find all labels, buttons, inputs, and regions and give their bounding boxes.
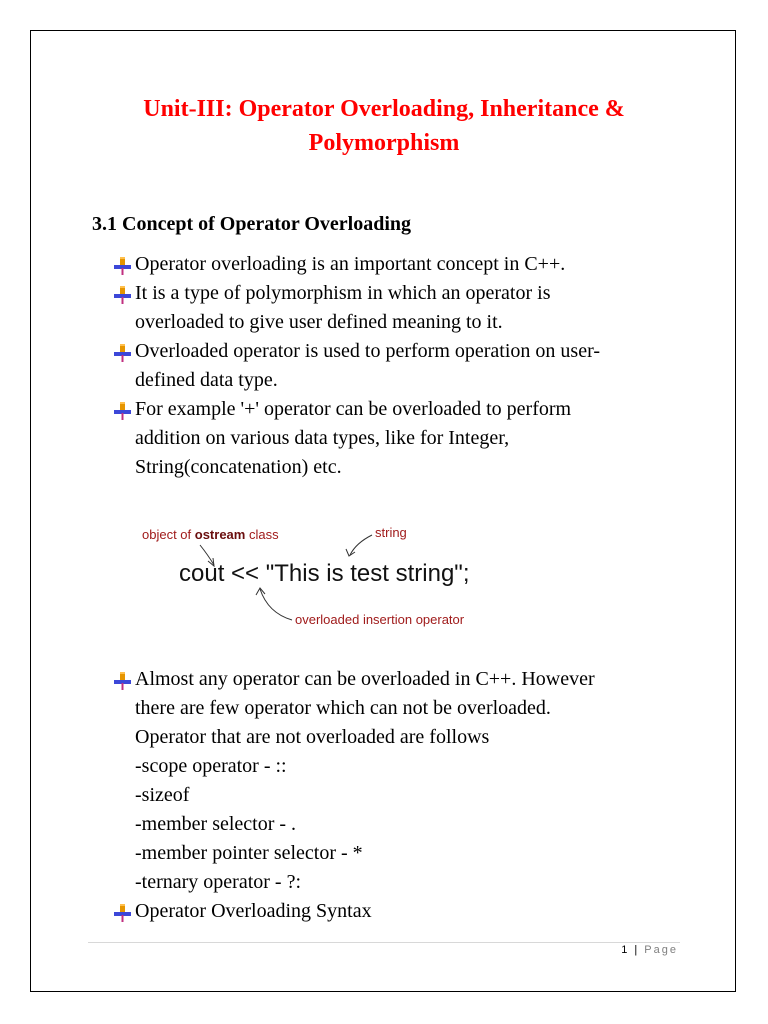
page-word: Page bbox=[644, 944, 678, 956]
pushpin-bullet-icon bbox=[113, 342, 132, 361]
footer-rule bbox=[88, 942, 680, 943]
bullet-line: Operator Overloading Syntax bbox=[135, 900, 372, 922]
bullet-line: Almost any operator can be overloaded in C++. However bbox=[135, 668, 595, 690]
diagram-code: cout << "This is test string"; bbox=[179, 560, 470, 587]
bullet-line: overloaded to give user defined meaning to it. bbox=[135, 311, 503, 333]
bullet-line: For example '+' operator can be overloaded to perform bbox=[135, 398, 572, 420]
arrow-object-head-icon bbox=[208, 558, 214, 566]
bullet-line: It is a type of polymorphism in which an operator is bbox=[135, 282, 551, 304]
bullet-line: addition on various data types, like for Integer, bbox=[135, 427, 510, 449]
bullet-item bbox=[113, 279, 693, 337]
bullet-line: -member selector - . bbox=[135, 813, 297, 835]
bullet-line: -ternary operator - ?: bbox=[135, 871, 302, 893]
bullet-line: -scope operator - :: bbox=[135, 755, 287, 777]
pushpin-bullet-icon bbox=[113, 902, 132, 921]
page-footer bbox=[560, 944, 678, 956]
bullet-line: Operator that are not overloaded are follows bbox=[135, 726, 490, 748]
diagram-label-object-suffix: class bbox=[245, 527, 279, 542]
diagram-label-object-bold: ostream bbox=[194, 527, 246, 542]
bullet-list-top bbox=[113, 250, 693, 482]
pushpin-bullet-icon bbox=[113, 284, 132, 303]
diagram-label-operator: overloaded insertion operator bbox=[295, 612, 465, 627]
diagram-arrows bbox=[130, 515, 530, 635]
cout-diagram bbox=[130, 515, 530, 635]
bullet-item bbox=[113, 250, 693, 279]
bullet-item bbox=[113, 337, 693, 395]
bullet-list-bottom bbox=[113, 665, 693, 926]
arrow-string-icon bbox=[350, 535, 372, 555]
pushpin-bullet-icon bbox=[113, 400, 132, 419]
arrow-string-head-icon bbox=[346, 549, 355, 556]
pushpin-bullet-icon bbox=[113, 255, 132, 274]
bullet-line: -sizeof bbox=[135, 784, 190, 806]
page-number: 1 bbox=[621, 944, 630, 956]
pushpin-bullet-icon bbox=[113, 670, 132, 689]
bullet-line: defined data type. bbox=[135, 369, 278, 391]
bullet-line: -member pointer selector - * bbox=[135, 842, 363, 864]
bullet-line: String(concatenation) etc. bbox=[135, 456, 342, 478]
diagram-label-object-prefix: object of bbox=[142, 527, 195, 542]
bullet-item bbox=[113, 897, 693, 926]
diagram-label-string: string bbox=[375, 525, 407, 540]
bullet-line: Overloaded operator is used to perform operation on user- bbox=[135, 340, 600, 362]
bullet-item bbox=[113, 665, 693, 897]
page-title-line-1: Unit-III: Operator Overloading, Inheritance & bbox=[143, 96, 625, 122]
bullet-line: there are few operator which can not be overloaded. bbox=[135, 697, 551, 719]
bullet-line: Operator overloading is an important concept in C++. bbox=[135, 253, 566, 275]
bullet-item bbox=[113, 395, 693, 482]
arrow-object-icon bbox=[200, 545, 214, 565]
section-heading: 3.1 Concept of Operator Overloading bbox=[92, 213, 412, 235]
page-title-line-2: Polymorphism bbox=[308, 130, 460, 156]
page-separator: | bbox=[629, 944, 645, 956]
